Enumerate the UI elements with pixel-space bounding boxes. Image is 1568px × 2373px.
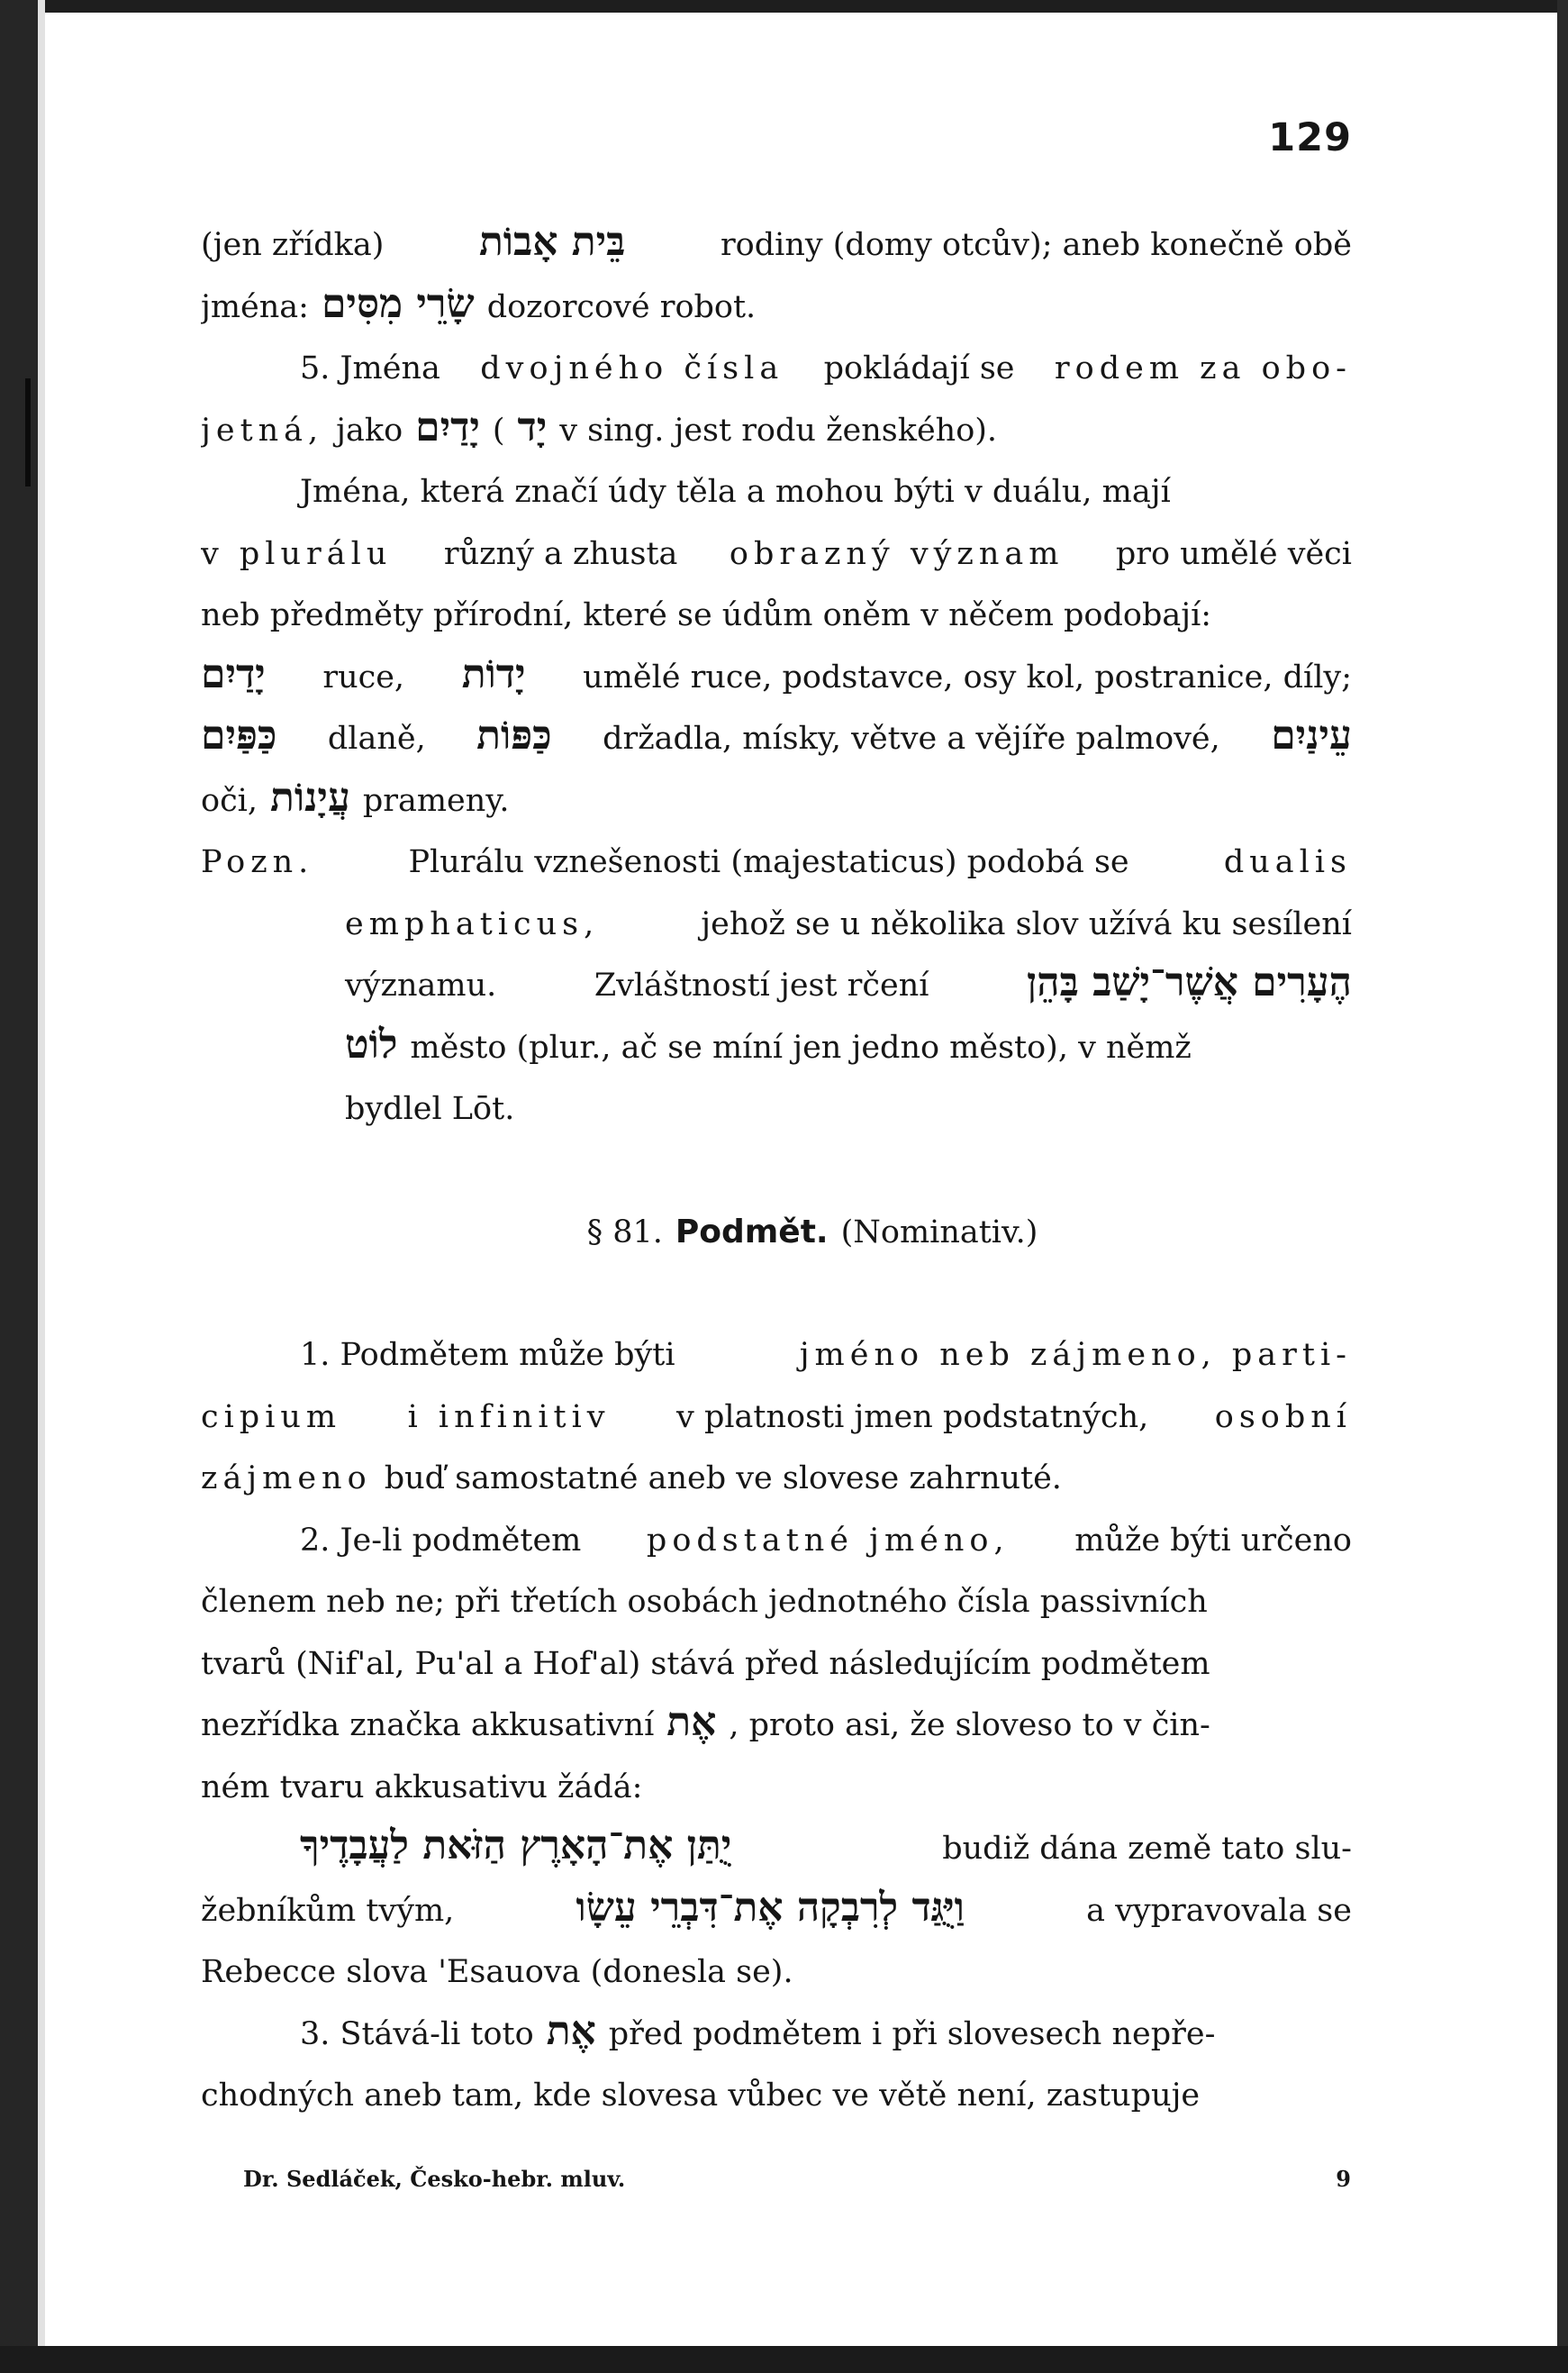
hebrew-term: שָׂרֵי מִסִּים	[321, 280, 475, 327]
hebrew-term: לוֹט	[345, 1021, 398, 1068]
text-span: neb předměty přírodní, které se údům oněm v něčem podobají:	[201, 597, 1212, 633]
hebrew-phrase: וַיֻּגַּד לְרִבְקָה אֶת־דִּבְרֵי עֵשָׂו	[576, 1884, 965, 1931]
text-span: buď samostatné aneb ve slovese zahrnuté.	[384, 1460, 1062, 1496]
binding-mark	[25, 378, 31, 486]
hebrew-term: יָדוֹת	[461, 650, 526, 697]
text-line	[201, 214, 1352, 277]
text-line	[201, 1818, 1352, 1880]
page-number: 129	[1268, 115, 1352, 160]
hebrew-term: יָדַיִם	[415, 404, 480, 450]
spaced-term: jetná,	[201, 412, 324, 449]
text-span: Jména, která značí údy těla a mohou býti v duálu, mají	[300, 474, 1171, 510]
page-footer	[243, 2166, 1351, 2192]
text-line	[201, 1448, 1352, 1510]
text-line	[201, 461, 1352, 523]
text-span: jména:	[201, 288, 309, 325]
text-line	[201, 1880, 1352, 1942]
text-span: rodiny (domy otcův); aneb konečně obě	[720, 227, 1352, 263]
hebrew-phrase: יֻתַּן אֶת־הָאָרֶץ הַזֹּאת לַעֲבָדֶיךָ	[300, 1823, 732, 1868]
text-span: může býti určeno	[1074, 1522, 1352, 1559]
text-span: ruce,	[322, 659, 405, 696]
text-line	[201, 1757, 1352, 1819]
text-line	[201, 1941, 1352, 2004]
note-label: Pozn.	[201, 844, 314, 880]
section-title: Podmět.	[675, 1213, 829, 1250]
text-span: členem neb ne; při třetích osobách jednotného čísla passivních	[201, 1584, 1208, 1620]
hebrew-term: כַּפּוֹת	[476, 713, 552, 759]
hebrew-term: עֵינַיִם	[1271, 713, 1352, 759]
text-span: 2. Je-li podmětem	[300, 1522, 582, 1559]
text-span: 1. Podmětem může býti	[300, 1337, 675, 1373]
body-text	[201, 214, 1352, 2127]
section-number: § 81.	[586, 1214, 663, 1250]
text-line	[201, 1324, 1352, 1387]
text-span: , proto asi, že sloveso to v čin-	[729, 1707, 1210, 1743]
text-line	[201, 400, 1352, 462]
scan-border-left	[0, 0, 38, 2373]
hebrew-phrase: הֶעָרִים אֲשֶׁר־יָשַׁב בָּהֵן	[1027, 959, 1352, 1005]
text-line	[201, 523, 1352, 586]
spaced-term: dvojného čísla	[480, 350, 784, 386]
spaced-term: v plurálu	[201, 535, 393, 572]
text-span: (	[492, 412, 505, 449]
hebrew-term: יָדַיִם	[201, 650, 266, 697]
text-line	[201, 585, 1352, 647]
hebrew-term: אֶת	[546, 2007, 596, 2054]
spaced-term: jméno neb zájmeno, parti-	[799, 1337, 1352, 1373]
text-span: Rebecce slova 'Esauova (donesla se).	[201, 1954, 793, 1990]
text-line	[201, 2065, 1352, 2127]
text-span: v platnosti jmen podstatných,	[676, 1398, 1149, 1435]
text-span: oči,	[201, 782, 258, 819]
text-span: a vypravovala se	[1086, 1892, 1352, 1929]
text-line	[201, 1695, 1352, 1757]
text-line	[201, 955, 1352, 1017]
hebrew-term: יָד	[517, 404, 548, 450]
text-span: dlaně,	[327, 721, 426, 757]
text-line	[201, 1510, 1352, 1572]
text-line	[201, 1017, 1352, 1079]
spaced-term: rodem za obo-	[1054, 350, 1352, 386]
scan-border-top	[0, 0, 1568, 13]
text-span: 5. Jména	[300, 350, 440, 386]
text-span: jako	[336, 412, 403, 449]
text-line	[201, 832, 1352, 894]
section-subtitle: (Nominativ.)	[840, 1214, 1038, 1250]
text-span: různý a zhusta	[443, 535, 678, 572]
spaced-term: dualis	[1223, 844, 1352, 880]
text-span: tvarů (Nif'al, Pu'al a Hof'al) stává před následujícím podmětem	[201, 1645, 1210, 1682]
hebrew-term: בֵּית אָבוֹת	[478, 219, 626, 265]
footer-signature: Dr. Sedláček, Česko-hebr. mluv.	[243, 2166, 626, 2192]
text-span: prameny.	[362, 782, 510, 819]
text-span: město (plur., ač se míní jen jedno město), v němž	[410, 1029, 1192, 1066]
scan-border-bottom	[0, 2346, 1568, 2373]
text-line	[201, 647, 1352, 709]
text-span: držadla, mísky, větve a vějíře palmové,	[603, 721, 1220, 757]
text-span: před podmětem i při slovesech nepře-	[608, 2015, 1216, 2052]
text-span: (jen zřídka)	[201, 227, 385, 263]
spaced-term: obrazný význam	[729, 535, 1065, 572]
text-line	[201, 277, 1352, 339]
text-span: pokládají se	[823, 350, 1015, 386]
spaced-term: osobní	[1214, 1398, 1352, 1435]
text-span: Plurálu vznešenosti (majestaticus) podobá se	[408, 844, 1129, 880]
scan-gutter	[38, 0, 45, 2373]
text-span: umělé ruce, podstavce, osy kol, postranice, díly;	[583, 659, 1352, 696]
spaced-term: podstatné jméno,	[646, 1522, 1010, 1559]
text-span: v sing. jest rodu ženského).	[559, 412, 998, 449]
text-line	[201, 708, 1352, 770]
text-line	[201, 1571, 1352, 1633]
text-span: jehož se u několika slov užívá ku sesílení	[701, 905, 1352, 942]
hebrew-term: אֶת	[666, 1699, 717, 1745]
text-span: žebníkům tvým,	[201, 1892, 455, 1929]
text-line	[201, 1078, 1352, 1141]
section-heading	[201, 1202, 1352, 1264]
spaced-term: zájmeno	[201, 1460, 372, 1496]
text-span: nezřídka značka akkusativní	[201, 1707, 655, 1743]
text-line	[201, 770, 1352, 832]
scan-border-right	[1557, 0, 1568, 2373]
text-span: budiž dána země tato slu-	[942, 1831, 1352, 1867]
text-span: chodných aneb tam, kde slovesa vůbec ve větě není, zastupuje	[201, 2078, 1201, 2114]
text-span: bydlel Lōt.	[345, 1091, 515, 1127]
hebrew-term: כַּפַּיִם	[201, 713, 277, 759]
text-span: pro umělé věci	[1115, 535, 1352, 572]
text-line	[201, 2004, 1352, 2066]
hebrew-term: עֲיָנוֹת	[270, 774, 350, 821]
text-line	[201, 1633, 1352, 1696]
signature-mark: 9	[1336, 2166, 1351, 2192]
text-line	[201, 894, 1352, 956]
text-span: dozorcové robot.	[486, 288, 757, 325]
spaced-term: i infinitiv	[407, 1398, 611, 1435]
text-line	[201, 338, 1352, 400]
text-span: významu.	[345, 968, 497, 1004]
spaced-term: emphaticus,	[345, 905, 600, 942]
text-span: Zvláštností jest rčení	[594, 968, 929, 1004]
text-span: 3. Stává-li toto	[300, 2015, 534, 2052]
text-line	[201, 1387, 1352, 1449]
text-span: ném tvaru akkusativu žádá:	[201, 1768, 643, 1805]
spaced-term: cipium	[201, 1398, 342, 1435]
